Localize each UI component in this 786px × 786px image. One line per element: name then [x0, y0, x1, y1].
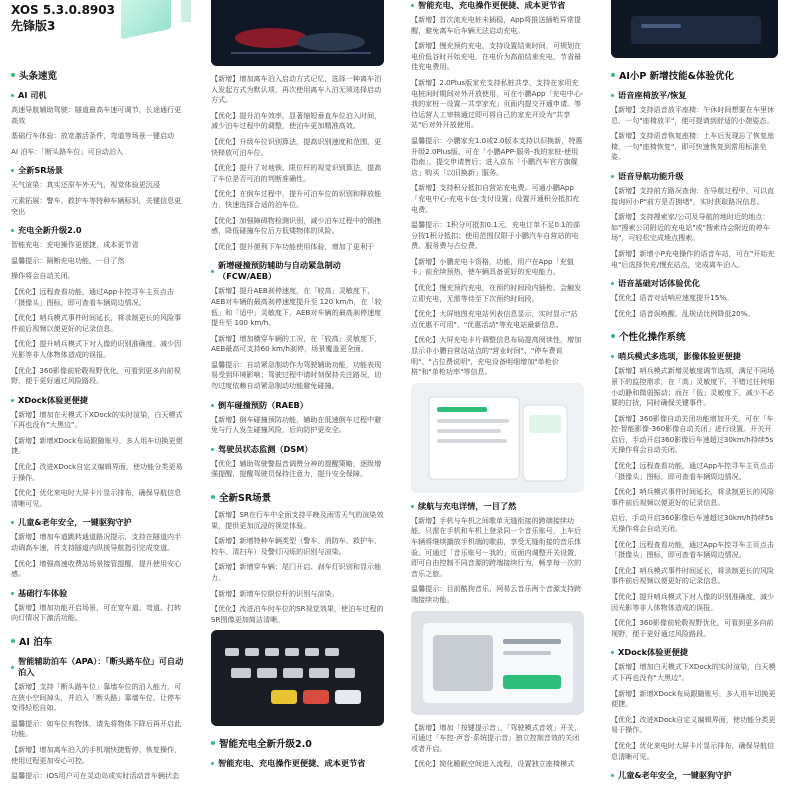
- paragraph: 【优化】哨兵模式事件时间延长，将录制更长的风险事件前后视频以便更好的记录信息。: [11, 313, 182, 333]
- paragraph: 【新增】支持前方路况查询：在导航过程中，可以直接询问小P"前方是否拥堵"，实时获取路况信息。: [611, 185, 775, 206]
- paragraph: 【优化】加强障碍物检测识别，减少泊车过程中的锁挫感，降低碰撞车位后方低矮物体的风险。: [211, 215, 382, 236]
- paragraph: 【优化】改进泊车时车位的SR视觉效果，使泊车过程的SR图像更加简洁清晰。: [211, 604, 384, 624]
- paragraph: 高速导航辅助驾驶：隧道最高车速可调节，长途通行更高效: [11, 105, 182, 125]
- paragraph: 【优化】大屏充电卡片调整信息布局提高阅读性，增加显示非小鹏自营站站点的"营业时间"、"停车费说明"、"占位费说明"，充电设备明细增加"单枪价格"和"单枪功率"等信息。: [411, 335, 582, 377]
- paragraph: 【新增】增加车道跳转通道路况提示，支持在隧道内手动调高车速，并支持隧道内纵援导航指引完成变道。: [11, 532, 182, 553]
- car-hero-image: [211, 0, 384, 66]
- subsection-title: 语音导航功能升级: [611, 171, 778, 182]
- subsection-title: 倒车碰撞预防（RAEB）: [211, 400, 384, 411]
- ai-hero-graphic: [611, 0, 778, 58]
- paragraph: 【优化】远程查看功能，通过App车控寻车主页点击「摄像头」图标，即可查看车辆周边情况。: [611, 539, 774, 560]
- paragraph: 【新增】增加功能开启场景，可在宽车道、弯道、打转向灯情况下激活功能。: [11, 602, 182, 623]
- paragraph: 【优化】提升哨兵模式下对人像的识别准确度，减少因光影等非人体物体造成的误报。: [611, 592, 775, 612]
- bullet-icon: [611, 774, 614, 777]
- paragraph: 【优化】辅助驾驶警报音调赞分神的提醒策略，逐级增强提醒，提醒驾驶员保持注意力，提升安全保障。: [211, 458, 382, 479]
- subsection-title: 语音基础对话体验优化: [611, 278, 778, 289]
- subsection-title: 语音座椅放平/恢复: [611, 90, 778, 101]
- music-ui-graphic: [411, 611, 584, 715]
- hero-version: XOS 5.3.0.8903: [11, 3, 115, 17]
- paragraph: 【新增】增加横穿车辆的工况，在「较高」灵敏度下，AEB最高可支持60 km/h刹停，场景覆盖更全面。: [211, 333, 382, 354]
- subsection-title: 续航与充电详情，一目了然: [411, 501, 584, 512]
- column-2: [200, 0, 392, 786]
- paragraph: 【新增】新增车位限位杆的识别与渲染。: [211, 588, 339, 598]
- paragraph: 【优化】升级车位识别算法，提高识别速度和范围，更快释放可泊车位。: [211, 136, 382, 157]
- paragraph: 温馨提示：如车位有物体，请先将物体下降后再开启此功能。: [11, 718, 182, 739]
- paragraph: 温馨提示：1积分可抵扣0.1元，充电订单不足0.1的部分按1积分抵扣；使用范围仅限于小鹏汽车自营站的电费、服务费与占位费。: [411, 220, 580, 251]
- bullet-icon: [211, 404, 214, 407]
- paragraph: 【优化】慢充预约充电，在预约时间段内插枪、会触发立即充电，无需等待至下次预约时间段。: [411, 283, 582, 303]
- subsection-title: 基础行车体验: [11, 588, 184, 599]
- subsection-title: XDock体验更便捷: [611, 647, 778, 658]
- paragraph: 【优化】哨兵模式事件时间延长，将录制更长的风险事件前后视频以便更好的记录信息。: [611, 565, 775, 586]
- sr-vehicles-graphic: [211, 630, 384, 726]
- bullet-icon: [11, 94, 14, 97]
- bullet-icon: [11, 592, 14, 595]
- music-ui-screenshot: [411, 611, 584, 715]
- section-title: 全新SR场景: [211, 490, 384, 504]
- paragraph: 【新增】提升AEB刹停速度，在「较高」灵敏度下，AEB对车辆的最高刹停速度提升至 120 km/h，在「较低」和「适中」灵敏度下，AEB对车辆的最高刹停速度提升至 100 km/h。: [211, 286, 382, 328]
- paragraph: 【新增】倒车碰撞预防功能，辅助在低速倒车过程中避免与行人发生碰撞风险，后向防护更安全。: [211, 414, 382, 435]
- paragraph: 【新增】360影像自动关闭功能增加开关，可在「车控-智能影像-360影像自动关闭」进行设置。开关开启后，手动开启360影像后车速超过30km/h持续5s无操作将会自动关闭。: [611, 413, 774, 455]
- paragraph: 【优化】提升便利下车功能使用体验，增加了更利于: [211, 241, 375, 251]
- paragraph: 【新增】增加「按键提示音」、「驾驶模式音效」开关，可通过「车控-声音-系统提示音」独立控制音效的关闭或者开启。: [411, 722, 582, 753]
- paragraph: 【优化】语音对话响应速度提升15%。: [611, 293, 734, 303]
- paragraph: 【新增】支持语音放平座椅：午休时间想要在车里休息，一句"座椅放平"，便可提请到舒适的小憩姿态。: [611, 105, 775, 125]
- paragraph: 【优化】提升哨兵模式下对人像的识别准确度，减少因光影等非人体物体造成的误报。: [11, 339, 182, 359]
- paragraph: 【新增】哨兵模式新增灵敏度调节选项，满足不同场景下的监控需求，在「高」灵敏度下，不错过任何细小动静和微弱振动；而在「低」灵敏度下，减少不必要的打扰，同时确保关键事件。: [611, 366, 775, 408]
- section-title: 智能充电全新升级2.0: [211, 736, 384, 750]
- bullet-icon: [11, 399, 14, 402]
- paragraph: 【新增】SR在行车中全面支持平晚及雨雪天气的渲染效果，提供更加沉浸的视觉体验。: [211, 510, 384, 530]
- section-title: AI小P 新增技能&体验优化: [611, 68, 778, 82]
- subsection-title: 哨兵模式多选项，影像体验更便捷: [611, 351, 778, 362]
- subsection-title: 智能充电、充电操作更便捷、成本更节省: [211, 758, 384, 769]
- column-1: [0, 0, 192, 786]
- paragraph: 【优化】提升了对地锁、限位杆的视觉识别算法，提高了车位是否可泊的判断准确性。: [211, 163, 382, 183]
- paragraph: 【优化】改进XDock自定义编辑界面，使功能分类更易于操作。: [11, 462, 183, 482]
- section-title: 头条速览: [11, 68, 184, 82]
- bullet-icon: [611, 175, 614, 178]
- bullet-icon: [211, 741, 215, 745]
- paragraph: 【新增】新增穿车辆：尾门开启、刹车灯识别和显示能力。: [211, 562, 382, 582]
- paragraph: 【新增】增加在天模式下XDock的实时渲染，白天模式下再也没有"大黑边"。: [11, 409, 183, 430]
- paragraph: 【新增】新增XDock布局跟随账号，多人用车切换更便捷。: [611, 688, 776, 709]
- bullet-icon: [211, 495, 215, 499]
- hero-subtitle: 先锋版3: [11, 19, 56, 33]
- subsection-title: 智能辅助泊车（APA）：「断头路车位」可自动泊入: [11, 656, 184, 678]
- paragraph: 【新增】增加离车泊入的手机端快捷暂停、恢复操作，使用过程更加安心可控。: [11, 744, 182, 765]
- paragraph: 启后，手动开启360影像后车速超过30km/h持续5s无操作将会自动关闭。: [611, 513, 774, 534]
- paragraph: 操作将会自动关闭。: [11, 271, 75, 281]
- paragraph: AI 泊车：「断头路车位」可自动泊入: [11, 146, 124, 156]
- paragraph: 【新增】2.0Plus版家充支持私桩共享，支持在家用充电桩闲时期间对外开放使用，可在小鹏App「充电中心-我的家桩－设置－共享家充」页面内提交开通申请。等待运营人工审核通过即可将自己的家充开设为"共享站"后对外开放使用。: [411, 77, 584, 130]
- bullet-icon: [211, 448, 214, 451]
- subsection-title: 新增碰撞预防辅助与自动紧急制动（FCW/AEB）: [211, 260, 384, 282]
- hero-banner: [11, 0, 184, 58]
- subsection-title: 全新SR场景: [11, 165, 184, 176]
- paragraph: 【新增】支持搜索家/公司及导航的地时近的地点：如"搜索公司附近的充电站"或"搜索待会附近的停车场"，可轻松完成地点搜索。: [611, 212, 770, 243]
- bullet-icon: [611, 94, 614, 97]
- bullet-icon: [411, 505, 414, 508]
- paragraph: 【新增】支持语音恢复座椅：上车后发现忘了恢复座椅，一句"座椅恢复"，即可快速恢复到常用标准坐姿。: [611, 131, 775, 162]
- paragraph: 【优化】增强高速收费站场景接管提醒，提升使用安心感。: [11, 558, 182, 579]
- bullet-icon: [411, 4, 414, 7]
- paragraph: 温馨提示：自动紧急制动作为驾驶辅助功能，功能表现易受到环境影响；驾驶过程中请时刻保持关注路况，切勿过度依赖自动紧急制动功能避免碰撞。: [211, 359, 382, 391]
- paragraph: 温馨提示：iOS用户可在灵动岛或实时活动音车辆状态: [11, 771, 180, 781]
- paragraph: 智能充电：充电操作更便捷，成本更节省: [11, 240, 139, 250]
- paragraph: 【优化】简化睡眠空间进入流程，设置独立座椅模式: [411, 759, 575, 769]
- paragraph: 天气渲染：真实还原车外天气，视觉体验更沉浸: [11, 180, 160, 190]
- bullet-icon: [611, 651, 614, 654]
- paragraph: 【优化】优化来电时大屏卡片显示排布，确保导航信息清晰可见。: [611, 740, 775, 761]
- charging-ui-graphic: [411, 383, 584, 493]
- paragraph: 【优化】远程查看功能，通过App车控寻车主页点击「摄像头」图标，即可查看车辆周边情况。: [611, 461, 774, 481]
- section-title: AI 泊车: [11, 634, 184, 648]
- bullet-icon: [11, 169, 14, 172]
- paragraph: 【优化】提升泊车效率，显著缩短垂直车位泊入时间，减少泊车过程中的调整，使泊车更加精准高效。: [211, 110, 382, 131]
- paragraph: 【新增】小鹏充电卡资格，功能，用户在App「充值卡」前充续预热，使车辆具备更好的充电能力。: [411, 256, 574, 277]
- paragraph: 【优化】远程查看功能，通过App卡控寻车主页点击「摄像头」图标，即可查看车辆周边情况。: [11, 286, 174, 307]
- subsection-title: 驾驶员状态监测（DSM）: [211, 444, 384, 455]
- car-render-graphic: [211, 0, 384, 66]
- paragraph: 【优化】360影像前轮毂视野优化，可看到更多向前视野，便于更好通过风险路段。: [11, 365, 181, 386]
- paragraph: 【优化】语音误唤醒、乱规话比例降低20%。: [611, 308, 755, 318]
- paragraph: 【新增】慢充预约充电，支持设置结束时间，可规划在电价低谷时开始充电，在电价为高前结束充电，节省最佳充电费用。: [411, 41, 582, 72]
- bullet-icon: [211, 762, 214, 765]
- bullet-icon: [611, 334, 615, 338]
- subsection-title: 充电全新升级2.0: [11, 225, 184, 236]
- paragraph: 【优化】大屏地图充电站列表信息显示，实时显示"站点优惠不可用"、"优惠活动"等充电站最新信息。: [411, 309, 578, 329]
- charging-ui-screenshot: [411, 383, 584, 493]
- paragraph: 温馨提示：目前酷狗音乐、网易云音乐两个音源支持跨端接续功能。: [411, 584, 582, 604]
- paragraph: 【新增】首次流充电桩未插稳，App将推送插枪异常提醒，避免离车后车辆无法启动充电。: [411, 15, 581, 35]
- paragraph: 【新增】增加白天模式下XDock的实时渲染，白天模式下再也没有"大黑边"。: [611, 662, 776, 682]
- paragraph: 【新增】新增特种车辆类型（警车、消防车、救护车、校车、清扫车）及警灯闪烁的识别与渲染。: [211, 536, 382, 556]
- subsection-title: 儿童&老年安全，一键驱狗守护: [611, 770, 778, 781]
- bullet-icon: [611, 73, 615, 77]
- hero-bar-graphic: [181, 0, 191, 22]
- subsection-title: 儿童&老年安全，一键驱狗守护: [11, 517, 184, 528]
- bullet-icon: [611, 355, 614, 358]
- paragraph: 温馨提示：小鹏家充1.0或2.0版本支持以旧换新，特惠升级2.0Plus版，可在「小鹏APP-服务-我的家桩-使用指南」，提交申请售后；进入京东「小鹏汽车官方旗舰店」购买「以旧换新」服务。: [411, 135, 583, 177]
- bullet-icon: [211, 270, 214, 273]
- paragraph: 【新增】手机与车机之间歌单无缝衔接的跨端接续功能，只需在手机和车机上登录同一个音乐账号，上车后车辆将继续播放手机端的歌曲，享受无缝衔接的音乐体验。可通过「音乐账号－我的」页面内调整开关设置，即可自由控制不同音源的跨端接续行为，畅享每一次的音乐之旅。: [411, 515, 582, 578]
- paragraph: 【优化】在倒车过程中，提升可泊车位的识别和释放能力，快速选择合适的泊车位。: [211, 189, 382, 209]
- paragraph: 【新增】支持积分抵扣自营站充电费。可通小鹏App「充电中心-充电卡包-支付设置」设置开通积分抵扣充电费。: [411, 183, 580, 214]
- paragraph: 温馨提示：隔断充电功能，一目了然: [11, 255, 125, 265]
- bullet-icon: [11, 73, 15, 77]
- paragraph: 【优化】改进XDock自定义编辑界面，使功能分类更易于操作。: [611, 714, 776, 735]
- column-3: [400, 0, 592, 786]
- ai-hero-image: [611, 0, 778, 58]
- paragraph: 【新增】新增XDock布局跟随账号，多人用车切换更便捷。: [11, 435, 183, 456]
- paragraph: 【优化】360影像前轮毂视野优化，可看到更多向前视野，便于更好通过风险路段。: [611, 618, 774, 638]
- bullet-icon: [11, 666, 14, 669]
- paragraph: 【新增】支持「断头路车位」靠墙车位的泊入能力，可在狭小空间掉头，并泊入「断头路」靠墙车位，让停车变得轻松自如。: [11, 682, 182, 713]
- paragraph: 【优化】哨兵模式事件时间延长，将录制更长的风险事件前后视频以便更好的记录信息。: [611, 487, 775, 507]
- paragraph: 【优化】优化来电时大屏卡片显示排布，确保导航信息清晰可见。: [11, 488, 182, 508]
- bullet-icon: [611, 282, 614, 285]
- paragraph: 【新增】新增小P充电操作的语音车站，可在"开始充电"后选择快充/慢充站点，完成离车泊入。: [611, 248, 775, 269]
- subsection-title: XDock体验更便捷: [11, 395, 184, 406]
- bullet-icon: [11, 229, 14, 232]
- paragraph: 基础行车体验：放宽激活条件，弯道等场景一键启动: [11, 131, 175, 141]
- paragraph: 【新增】增加离车泊入启动方式记忆，选择一种离车泊入发起方式为默认项，再次使用离车入泊无须选择启动方式。: [211, 74, 382, 105]
- bullet-icon: [11, 521, 14, 524]
- column-4: [600, 0, 786, 786]
- paragraph: 元素拓展：警车、救护车等特种车辆标识，关键信息更突出: [11, 195, 182, 216]
- bullet-icon: [11, 639, 15, 643]
- subsection-title: AI 司机: [11, 90, 184, 101]
- sr-vehicles-image: [211, 630, 384, 726]
- section-title: 个性化操作系统: [611, 329, 778, 343]
- subsection-title: 智能充电、充电操作更便捷、成本更节省: [411, 0, 584, 11]
